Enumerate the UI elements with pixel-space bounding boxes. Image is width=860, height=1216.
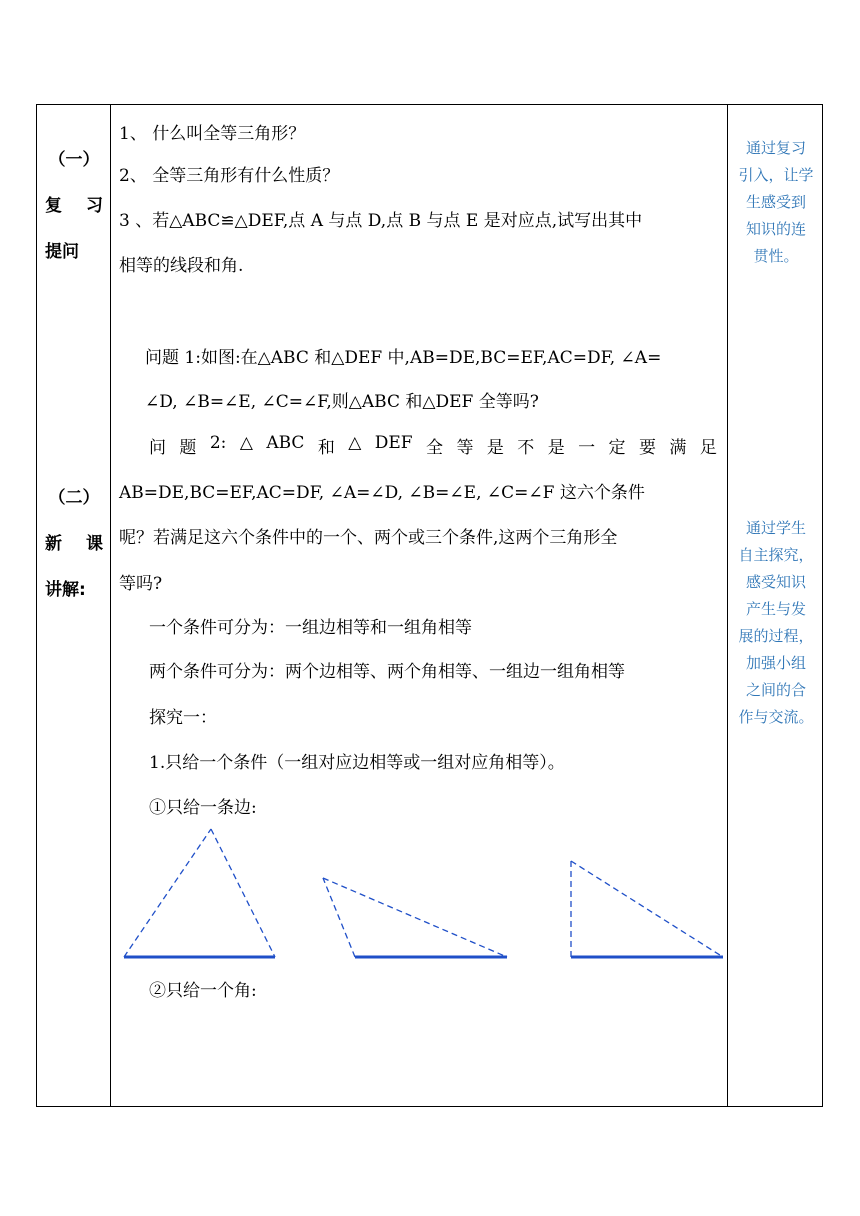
- triangle-1-side-left: [124, 829, 211, 957]
- section1-note-line: 贯性。: [753, 247, 799, 265]
- exploration-step-1: 1.只给一个条件（一组对应边相等或一组对应角相等）。: [149, 753, 565, 773]
- section1-title-line-2: 提问: [45, 242, 79, 262]
- section2-note-line: 加强小组: [745, 654, 806, 672]
- section1-number: （一）: [48, 150, 100, 170]
- one-angle-heading: ②只给一个角:: [149, 981, 257, 1001]
- section2-note-line: 产生与发: [745, 600, 806, 618]
- one-condition-line: 一个条件可分为：一组边相等和一组角相等: [149, 618, 472, 638]
- triangle-1-side-right: [211, 829, 275, 957]
- problem1-line1: 问题 1:如图:在△ABC 和△DEF 中,AB=DE,BC=EF,AC=DF, ∠A=: [145, 348, 662, 368]
- review-question-1: 1、 什么叫全等三角形？: [119, 124, 306, 144]
- review-question-3-cont: 相等的线段和角.: [119, 256, 244, 276]
- triangle-1: [124, 829, 275, 957]
- triangle-2-side-left: [323, 878, 355, 957]
- section2-title-line-2: 讲解:: [45, 580, 86, 600]
- problem2-line4: 等吗?: [119, 574, 163, 594]
- triangle-2: [323, 878, 507, 957]
- section1-note-line: 生感受到: [745, 193, 806, 211]
- review-question-2: 2、 全等三角形有什么性质？: [119, 166, 340, 186]
- section2-note-line: 自主探究，: [738, 546, 814, 564]
- triangle-3-side-hyp: [571, 861, 723, 957]
- section2-note-line: 通过学生: [745, 519, 806, 537]
- lesson-table: [36, 104, 823, 1107]
- problem2-line3: 呢？若满足这六个条件中的一个、两个或三个条件,这两个三角形全: [119, 528, 618, 548]
- problem2-line1: 问 题 2: △ ABC 和 △ DEF 全 等 是 不 是 一 定 要 满 足: [149, 433, 717, 458]
- problem1-line2: ∠D, ∠B=∠E, ∠C=∠F,则△ABC 和△DEF 全等吗?: [145, 392, 539, 412]
- section2-title-char-2: 课: [86, 534, 103, 554]
- two-conditions-line: 两个条件可分为：两个边相等、两个角相等、一组边一组角相等: [149, 662, 625, 682]
- section2-title-char-1: 新: [45, 534, 62, 554]
- review-question-3: 3 、若△ABC≌△DEF,点 A 与点 D,点 B 与点 E 是对应点,试写出其中: [119, 211, 643, 231]
- exploration-heading: 探究一：: [149, 708, 217, 728]
- section2-note-line: 展的过程，: [738, 627, 814, 645]
- section2-note-line: 之间的合: [745, 681, 806, 699]
- section1-note-line: 通过复习: [745, 139, 806, 157]
- triangles-figure: [37, 105, 822, 1106]
- section2-note-line: 感受知识: [745, 573, 806, 591]
- section1-note-line: 引入，让学: [738, 166, 814, 184]
- section1-title-char-2: 习: [86, 196, 103, 216]
- problem2-line2: AB=DE,BC=EF,AC=DF, ∠A=∠D, ∠B=∠E, ∠C=∠F 这六个条件: [119, 483, 645, 503]
- section1-title-char-1: 复: [45, 196, 62, 216]
- one-side-heading: ①只给一条边:: [149, 798, 257, 818]
- section1-note-line: 知识的连: [745, 220, 806, 238]
- triangle-3: [571, 861, 723, 957]
- section2-number: （二）: [48, 488, 100, 508]
- section2-note-line: 作与交流。: [738, 708, 814, 726]
